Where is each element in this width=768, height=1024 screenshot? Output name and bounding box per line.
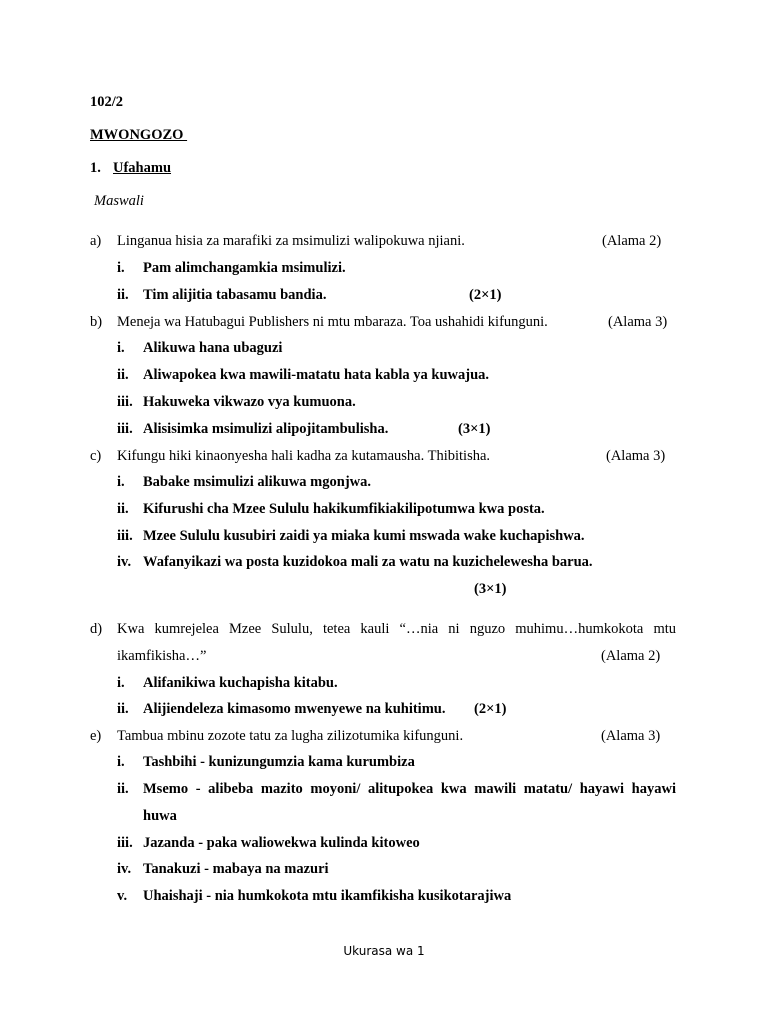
score-row — [0, 581, 768, 601]
score-note: (2×1) — [474, 701, 507, 717]
question-letter: e) — [90, 728, 102, 744]
answer-number: i. — [117, 754, 125, 770]
question-e — [0, 728, 768, 748]
answer-item — [0, 528, 768, 548]
answer-number: iii. — [117, 394, 133, 410]
answer-item — [0, 394, 768, 414]
question-marks: (Alama 2) — [602, 233, 662, 249]
score-note: (2×1) — [469, 287, 502, 303]
answer-item — [0, 675, 768, 695]
question-letter: b) — [90, 314, 103, 330]
question-marks: (Alama 3) — [601, 728, 661, 744]
answer-text: Tim alijitia tabasamu bandia. — [143, 287, 327, 303]
section-title: Ufahamu — [113, 160, 172, 176]
answer-item-cont — [0, 808, 768, 828]
answer-item — [0, 861, 768, 881]
answer-text-line2: huwa — [143, 808, 177, 824]
answer-item — [0, 367, 768, 387]
answer-number: iv. — [117, 861, 132, 877]
score-note: (3×1) — [474, 581, 507, 597]
answer-text: Kifurushi cha Mzee Sululu hakikumfikiakilipotumwa kwa posta. — [143, 501, 545, 517]
document-title: MWONGOZO — [90, 127, 188, 143]
question-text-line1: Kwa kumrejelea Mzee Sululu, tetea kauli “…nia ni nguzo muhimu…humkokota mtu — [117, 621, 676, 637]
score-note: (3×1) — [458, 421, 491, 437]
answer-item — [0, 754, 768, 774]
question-letter: d) — [90, 621, 103, 637]
answer-number: i. — [117, 340, 125, 356]
question-text-line2: ikamfikisha…” — [117, 648, 207, 664]
answer-text: Babake msimulizi alikuwa mgonjwa. — [143, 474, 371, 490]
answer-text: Aliwapokea kwa mawili-matatu hata kabla ya kuwajua. — [143, 367, 490, 383]
page-footer: Ukurasa wa 1 — [343, 944, 425, 958]
answer-text: Uhaishaji - nia humkokota mtu ikamfikisha kusikotarajiwa — [143, 888, 512, 904]
answer-text: Alisisimka msimulizi alipojitambulisha. — [143, 421, 389, 437]
question-text: Meneja wa Hatubagui Publishers ni mtu mbaraza. Toa ushahidi kifunguni. — [117, 314, 548, 330]
answer-item — [0, 701, 768, 721]
answer-text: Alijiendeleza kimasomo mwenyewe na kuhitimu. — [143, 701, 446, 717]
answer-text: Alikuwa hana ubaguzi — [143, 340, 283, 356]
answer-item — [0, 421, 768, 441]
question-a — [0, 233, 768, 253]
answer-text: Wafanyikazi wa posta kuzidokoa mali za watu na kuzichelewesha barua. — [143, 554, 593, 570]
question-marks: (Alama 3) — [608, 314, 668, 330]
answer-number: ii. — [117, 367, 129, 383]
question-text: Kifungu hiki kinaonyesha hali kadha za kutamausha. Thibitisha. — [117, 448, 491, 464]
answer-text: Jazanda - paka waliowekwa kulinda kitoweo — [143, 835, 420, 851]
answer-text: Tanakuzi - mabaya na mazuri — [143, 861, 329, 877]
question-d-cont — [0, 648, 768, 668]
answer-number: ii. — [117, 287, 129, 303]
answer-number: iii. — [117, 421, 133, 437]
answer-item — [0, 287, 768, 307]
question-marks: (Alama 3) — [606, 448, 666, 464]
answer-text: Hakuweka vikwazo vya kumuona. — [143, 394, 356, 410]
answer-item — [0, 835, 768, 855]
answer-number: iii. — [117, 528, 133, 544]
answer-text: Pam alimchangamkia msimulizi. — [143, 260, 346, 276]
subheading: Maswali — [94, 193, 144, 209]
question-text: Linganua hisia za marafiki za msimulizi walipokuwa njiani. — [117, 233, 465, 249]
answer-text-line1: Msemo - alibeba mazito moyoni/ alitupokea kwa mawili matatu/ hayawi hayawi — [143, 781, 676, 797]
answer-number: ii. — [117, 701, 129, 717]
answer-number: i. — [117, 474, 125, 490]
answer-number: iii. — [117, 835, 133, 851]
question-letter: a) — [90, 233, 102, 249]
question-b — [0, 314, 768, 334]
answer-item — [0, 888, 768, 908]
question-d — [0, 621, 768, 641]
answer-text: Alifanikiwa kuchapisha kitabu. — [143, 675, 338, 691]
answer-item — [0, 260, 768, 280]
answer-number: i. — [117, 675, 125, 691]
answer-number: iv. — [117, 554, 132, 570]
answer-number: v. — [117, 888, 128, 904]
answer-number: i. — [117, 260, 125, 276]
question-c — [0, 448, 768, 468]
answer-text: Tashbihi - kunizungumzia kama kurumbiza — [143, 754, 415, 770]
answer-item — [0, 474, 768, 494]
answer-text: Mzee Sululu kusubiri zaidi ya miaka kumi mswada wake kuchapishwa. — [143, 528, 585, 544]
answer-number: ii. — [117, 501, 129, 517]
document-code: 102/2 — [90, 94, 124, 110]
question-marks: (Alama 2) — [601, 648, 661, 664]
answer-item — [0, 501, 768, 521]
answer-item — [0, 781, 768, 801]
answer-item — [0, 554, 768, 574]
answer-number: ii. — [117, 781, 129, 797]
question-text: Tambua mbinu zozote tatu za lugha zilizotumika kifunguni. — [117, 728, 464, 744]
question-letter: c) — [90, 448, 102, 464]
answer-item — [0, 340, 768, 360]
section-number: 1. — [90, 160, 101, 176]
